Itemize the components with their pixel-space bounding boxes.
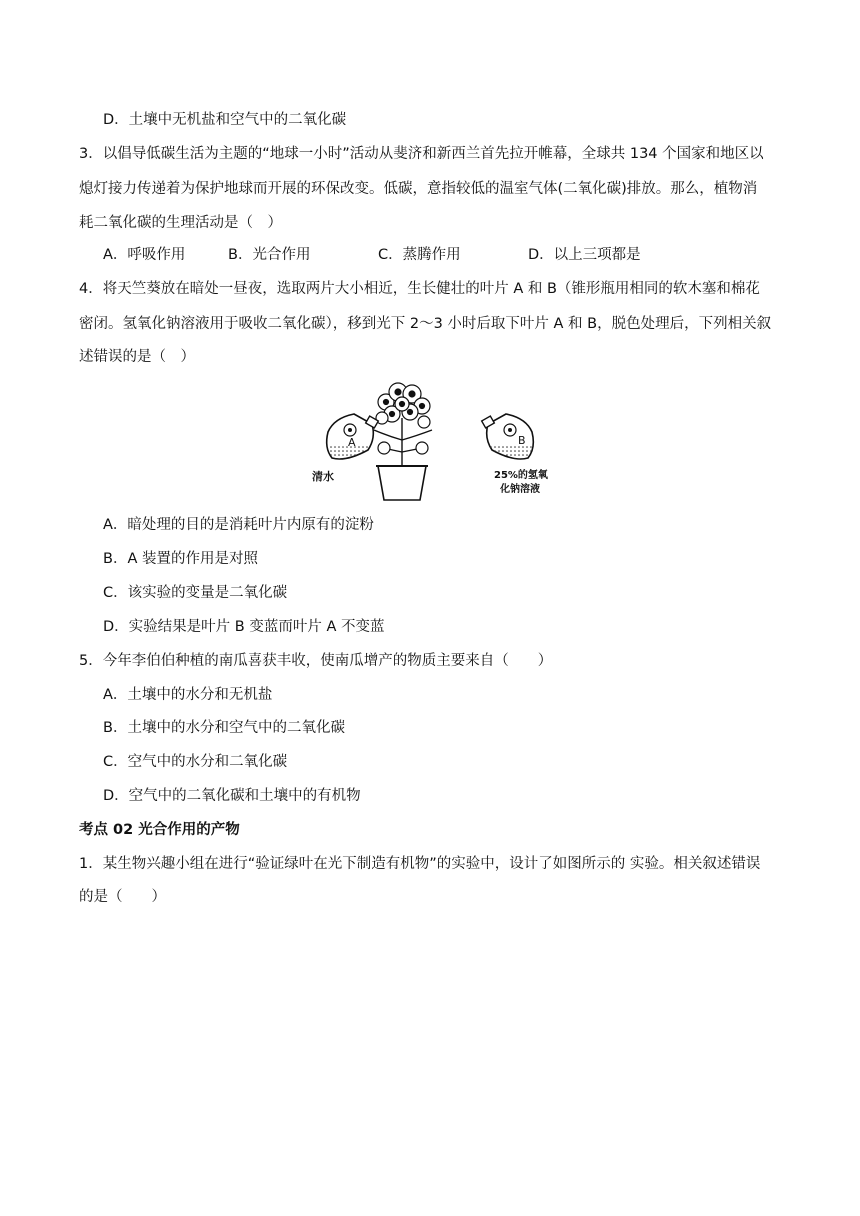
q3-options <box>103 245 641 265</box>
q4-option-c: C．该实验的变量是二氧化碳 <box>103 585 288 601</box>
q5-option-a: A．土壤中的水分和无机盐 <box>103 687 273 703</box>
flower-pot-drawing <box>376 466 428 500</box>
q4-option-a: A．暗处理的目的是消耗叶片内原有的淀粉 <box>103 517 374 533</box>
water-label: 清水 <box>312 470 334 483</box>
q3-stem-line-2: 熄灯接力传递着为保护地球而开展的环保改变。低碳，意指较低的温室气体(二氧化碳)排放。那么，植物消 <box>79 181 758 197</box>
q3-option-c: C．蒸腾作用 <box>378 247 461 263</box>
flask-a-label: A <box>348 436 356 449</box>
q3-stem-line-3: 耗二氧化碳的生理活动是（ ） <box>79 215 282 231</box>
flask-b-drawing <box>482 414 534 459</box>
s2q1-stem-line-1: 1．某生物兴趣小组在进行“验证绿叶在光下制造有机物”的实验中，设计了如图所示的 实验。相关叙述错误 <box>79 856 761 872</box>
q3-stem-line-1: 3．以倡导低碳生活为主题的“地球一小时”活动从斐济和新西兰首先拉开帷幕，全球共 134 个国家和地区以 <box>79 146 764 162</box>
naoh-label-line-1: 25%的氢氧 <box>494 470 548 481</box>
q4-stem-line-1: 4．将天竺葵放在暗处一昼夜，选取两片大小相近，生长健壮的叶片 A 和 B（锥形瓶用相同的软木塞和棉花 <box>79 281 760 297</box>
q3-option-b: B．光合作用 <box>228 247 311 263</box>
q5-option-d: D．空气中的二氧化碳和土壤中的有机物 <box>103 788 361 804</box>
q5-stem: 5．今年李伯伯种植的南瓜喜获丰收，使南瓜增产的物质主要来自（ ） <box>79 653 553 669</box>
q4-stem-line-2: 密闭。氢氧化钠溶液用于吸收二氧化碳），移到光下 2～3 小时后取下叶片 A 和 B，脱色处理后，下列相关叙 <box>79 316 772 332</box>
q4-option-d: D．实验结果是叶片 B 变蓝而叶片 A 不变蓝 <box>103 619 385 635</box>
q3-option-a: A．呼吸作用 <box>103 247 186 263</box>
q4-option-b: B．A 装置的作用是对照 <box>103 551 258 567</box>
q4-stem-line-3: 述错误的是（ ） <box>79 349 195 365</box>
q3-option-d: D．以上三项都是 <box>528 247 641 263</box>
naoh-label-line-2: 化钠溶液 <box>500 484 540 495</box>
prev-question-option-d: D．土壤中无机盐和空气中的二氧化碳 <box>103 112 347 128</box>
plant-leaves-drawing <box>376 383 430 454</box>
q5-option-c: C．空气中的水分和二氧化碳 <box>103 754 288 770</box>
flask-b-label: B <box>518 434 526 447</box>
s2q1-stem-line-2: 的是（ ） <box>79 889 166 905</box>
section-heading: 考点 02 光合作用的产物 <box>79 822 240 838</box>
q5-option-b: B．土壤中的水分和空气中的二氧化碳 <box>103 720 345 736</box>
geranium-experiment-figure <box>306 378 554 504</box>
